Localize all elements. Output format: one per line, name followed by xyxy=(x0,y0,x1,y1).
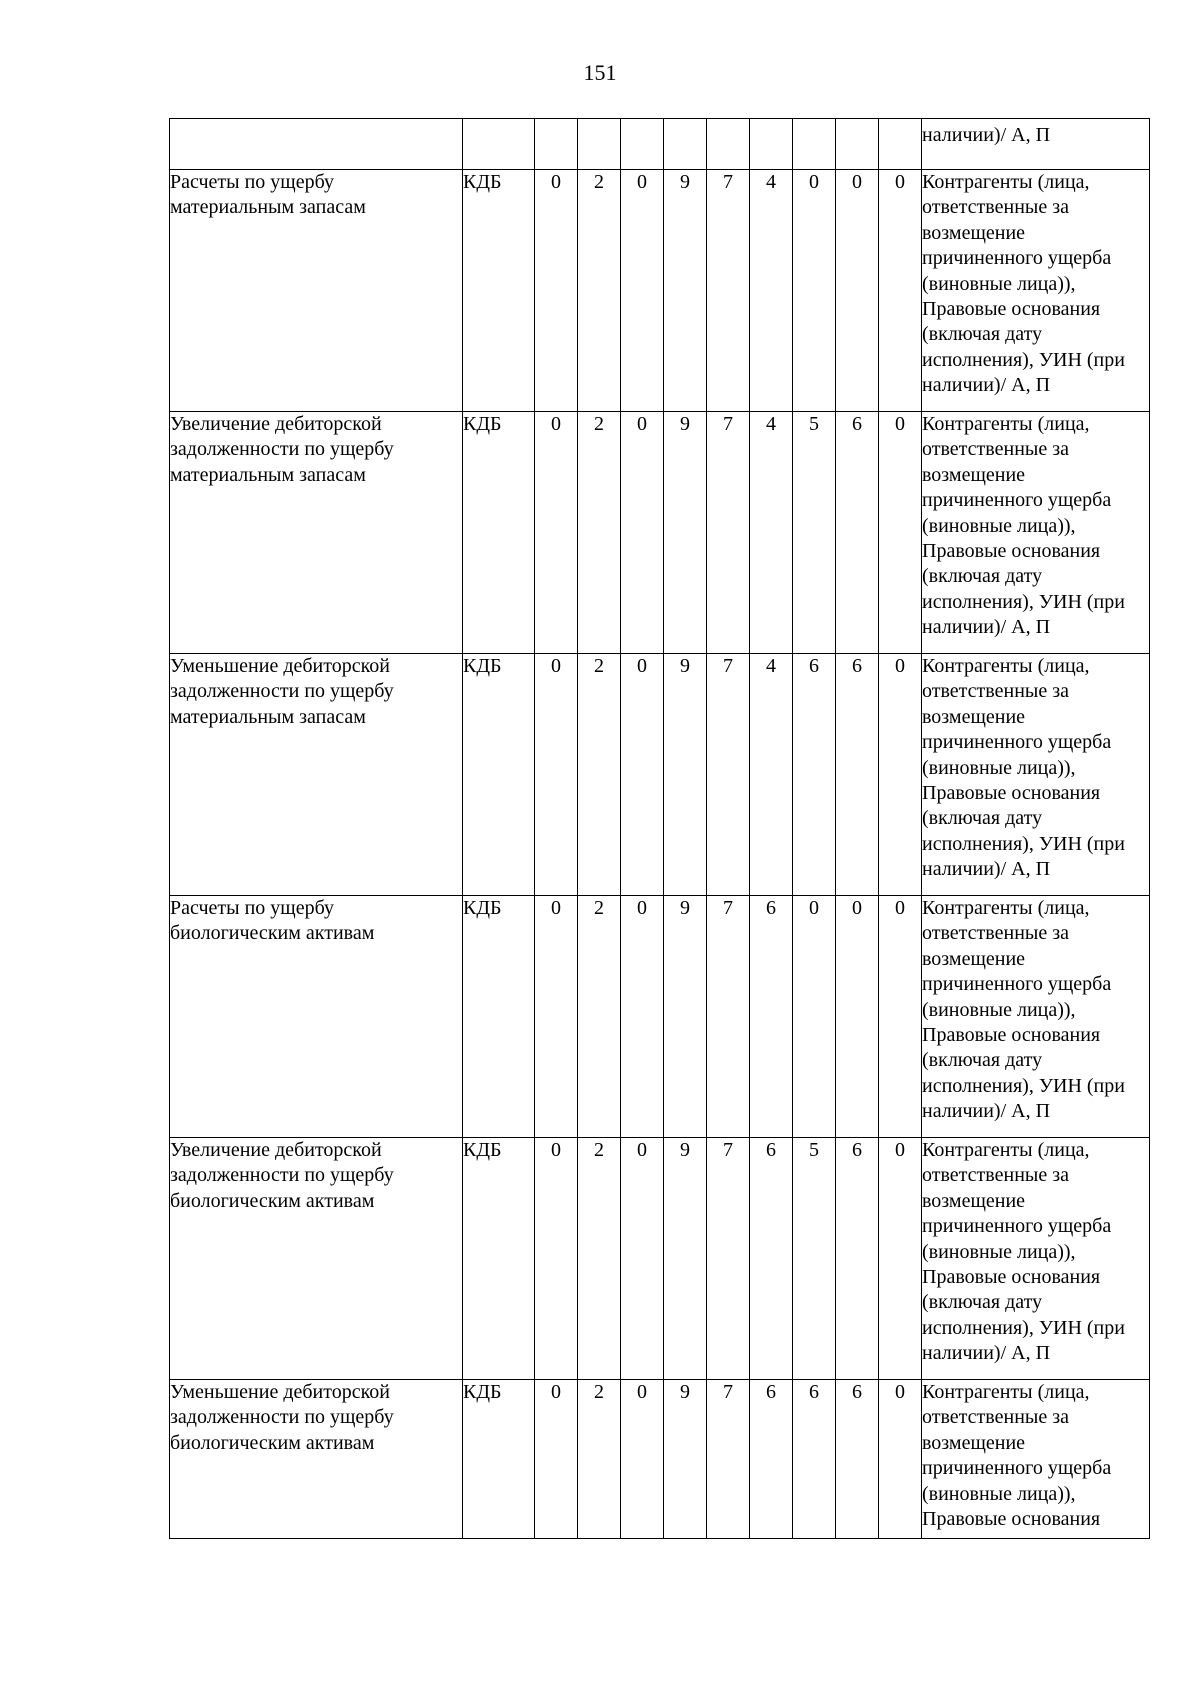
digit-cell: 2 xyxy=(578,896,621,1138)
digit-cell: 7 xyxy=(707,1138,750,1380)
digit-cell xyxy=(750,119,793,170)
digit-cell: 9 xyxy=(664,170,707,412)
digit-cell: 0 xyxy=(621,170,664,412)
digit-cell xyxy=(793,119,836,170)
digit-cell: 0 xyxy=(535,1138,578,1380)
digit-cell: 6 xyxy=(836,654,879,896)
digit-cell: 2 xyxy=(578,412,621,654)
digit-cell: 5 xyxy=(793,412,836,654)
digit-cell: 2 xyxy=(578,170,621,412)
attributes-cell: Контрагенты (лица, ответственные за возмещение причиненного ущерба (виновные лица)), Правовые основания (включая дату исполнения), УИН (при наличии)/ А, П xyxy=(922,412,1150,654)
digit-cell: 0 xyxy=(879,170,922,412)
account-name-cell: Расчеты по ущербу биологическим активам xyxy=(170,896,463,1138)
digit-cell: 0 xyxy=(535,654,578,896)
digit-cell: 9 xyxy=(664,1138,707,1380)
digit-cell: 4 xyxy=(750,170,793,412)
table-row xyxy=(170,170,1150,412)
page-number: 151 xyxy=(583,60,617,85)
digit-cell: 0 xyxy=(793,896,836,1138)
account-name-cell xyxy=(170,119,463,170)
digit-cell: 9 xyxy=(664,412,707,654)
digit-cell: 6 xyxy=(750,896,793,1138)
digit-cell: 0 xyxy=(621,1380,664,1539)
digit-cell: 7 xyxy=(707,654,750,896)
attributes-cell: Контрагенты (лица, ответственные за возмещение причиненного ущерба (виновные лица)), Правовые основания xyxy=(922,1380,1150,1539)
account-name-cell: Расчеты по ущербу материальным запасам xyxy=(170,170,463,412)
digit-cell xyxy=(578,119,621,170)
code-cell: КДБ xyxy=(463,1380,535,1539)
code-cell: КДБ xyxy=(463,412,535,654)
code-cell: КДБ xyxy=(463,1138,535,1380)
digit-cell: 0 xyxy=(621,1138,664,1380)
digit-cell xyxy=(621,119,664,170)
digit-cell: 0 xyxy=(879,1138,922,1380)
digit-cell: 6 xyxy=(836,412,879,654)
account-name-cell: Увеличение дебиторской задолженности по ущербу биологическим активам xyxy=(170,1138,463,1380)
digit-cell: 0 xyxy=(621,896,664,1138)
table-row xyxy=(170,1380,1150,1539)
digit-cell: 6 xyxy=(750,1138,793,1380)
accounts-table xyxy=(169,118,1150,1539)
digit-cell xyxy=(707,119,750,170)
digit-cell: 7 xyxy=(707,1380,750,1539)
digit-cell: 0 xyxy=(621,412,664,654)
digit-cell: 2 xyxy=(578,1138,621,1380)
continuation-row xyxy=(170,119,1150,170)
digit-cell: 9 xyxy=(664,654,707,896)
digit-cell: 6 xyxy=(793,1380,836,1539)
digit-cell: 0 xyxy=(879,412,922,654)
attributes-cell: Контрагенты (лица, ответственные за возмещение причиненного ущерба (виновные лица)), Правовые основания (включая дату исполнения), УИН (при наличии)/ А, П xyxy=(922,896,1150,1138)
table-row xyxy=(170,896,1150,1138)
digit-cell: 7 xyxy=(707,412,750,654)
digit-cell: 0 xyxy=(836,170,879,412)
digit-cell: 7 xyxy=(707,170,750,412)
account-name-cell: Увеличение дебиторской задолженности по ущербу материальным запасам xyxy=(170,412,463,654)
digit-cell: 9 xyxy=(664,1380,707,1539)
account-name-cell: Уменьшение дебиторской задолженности по ущербу материальным запасам xyxy=(170,654,463,896)
digit-cell: 9 xyxy=(664,896,707,1138)
table-row xyxy=(170,412,1150,654)
digit-cell: 4 xyxy=(750,654,793,896)
digit-cell xyxy=(535,119,578,170)
digit-cell: 0 xyxy=(879,654,922,896)
digit-cell: 0 xyxy=(535,170,578,412)
digit-cell: 0 xyxy=(879,896,922,1138)
digit-cell xyxy=(879,119,922,170)
digit-cell: 7 xyxy=(707,896,750,1138)
digit-cell: 0 xyxy=(879,1380,922,1539)
attributes-cell: Контрагенты (лица, ответственные за возмещение причиненного ущерба (виновные лица)), Правовые основания (включая дату исполнения), УИН (при наличии)/ А, П xyxy=(922,170,1150,412)
attributes-cell: Контрагенты (лица, ответственные за возмещение причиненного ущерба (виновные лица)), Правовые основания (включая дату исполнения), УИН (при наличии)/ А, П xyxy=(922,1138,1150,1380)
digit-cell: 2 xyxy=(578,654,621,896)
digit-cell: 0 xyxy=(836,896,879,1138)
digit-cell: 0 xyxy=(535,1380,578,1539)
attributes-cell: Контрагенты (лица, ответственные за возмещение причиненного ущерба (виновные лица)), Правовые основания (включая дату исполнения), УИН (при наличии)/ А, П xyxy=(922,654,1150,896)
table-row xyxy=(170,1138,1150,1380)
account-name-cell: Уменьшение дебиторской задолженности по ущербу биологическим активам xyxy=(170,1380,463,1539)
digit-cell: 0 xyxy=(793,170,836,412)
digit-cell: 4 xyxy=(750,412,793,654)
digit-cell xyxy=(664,119,707,170)
digit-cell: 6 xyxy=(836,1138,879,1380)
table-row xyxy=(170,654,1150,896)
digit-cell: 0 xyxy=(621,654,664,896)
digit-cell xyxy=(836,119,879,170)
attributes-cell: наличии)/ А, П xyxy=(922,119,1150,170)
digit-cell: 0 xyxy=(535,896,578,1138)
digit-cell: 6 xyxy=(793,654,836,896)
digit-cell: 5 xyxy=(793,1138,836,1380)
code-cell: КДБ xyxy=(463,896,535,1138)
code-cell: КДБ xyxy=(463,654,535,896)
code-cell: КДБ xyxy=(463,170,535,412)
code-cell xyxy=(463,119,535,170)
digit-cell: 6 xyxy=(836,1380,879,1539)
digit-cell: 2 xyxy=(578,1380,621,1539)
digit-cell: 0 xyxy=(535,412,578,654)
digit-cell: 6 xyxy=(750,1380,793,1539)
